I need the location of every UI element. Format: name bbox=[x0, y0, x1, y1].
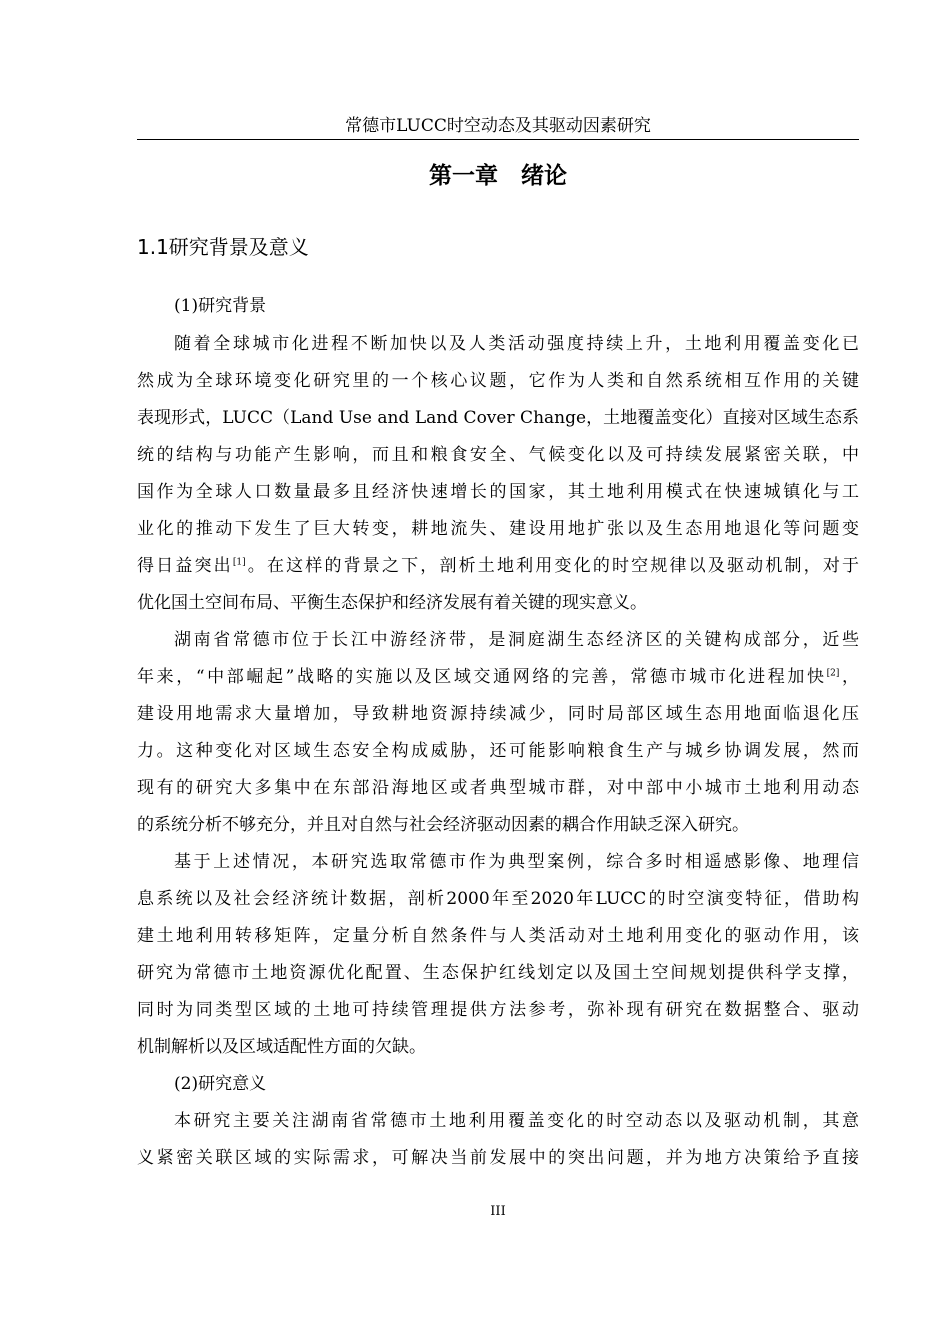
paragraph-2-line-1: 湖南省常德市位于长江中游经济带，是洞庭湖生态经济区的关键构成部分，近些 bbox=[174, 630, 859, 650]
paragraph-2-line-6: 的系统分析不够充分，并且对自然与社会经济驱动因素的耦合作用缺乏深入研究。 bbox=[137, 815, 749, 835]
paragraph-2-line-3: 建设用地需求大量增加，导致耕地资源持续减少，同时局部区域生态用地面临退化压 bbox=[137, 704, 859, 724]
paragraph-2-line-2 bbox=[137, 664, 859, 690]
subsection-label-significance: (2)研究意义 bbox=[174, 1074, 267, 1094]
paragraph-3-line-5: 同时为同类型区域的土地可持续管理提供方法参考，弥补现有研究在数据整合、驱动 bbox=[137, 1000, 859, 1020]
paragraph-2-line-2-part-b: ， bbox=[839, 667, 859, 687]
paragraph-1-line-7-part-b: 。在这样的背景之下，剖析土地利用变化的时空规律以及驱动机制，对于 bbox=[245, 556, 860, 576]
paragraph-1-line-4: 统的结构与功能产生影响，而且和粮食安全、气候变化以及可持续发展紧密关联，中 bbox=[137, 445, 859, 465]
paragraph-1-line-7 bbox=[137, 553, 859, 579]
paragraph-4-line-1: 本研究主要关注湖南省常德市土地利用覆盖变化的时空动态以及驱动机制，其意 bbox=[174, 1111, 859, 1131]
paragraph-1-line-7-part-a: 得日益突出 bbox=[137, 556, 233, 576]
paragraph-3-line-3: 建土地利用转移矩阵，定量分析自然条件与人类活动对土地利用变化的驱动作用，该 bbox=[137, 926, 859, 946]
paragraph-4-line-2: 义紧密关联区域的实际需求，可解决当前发展中的突出问题，并为地方决策给予直接 bbox=[137, 1148, 859, 1168]
page-number: III bbox=[490, 1204, 506, 1219]
paragraph-1-line-1: 随着全球城市化进程不断加快以及人类活动强度持续上升，土地利用覆盖变化已 bbox=[174, 334, 859, 354]
paragraph-1-line-6: 业化的推动下发生了巨大转变，耕地流失、建设用地扩张以及生态用地退化等问题变 bbox=[137, 519, 859, 539]
subsection-label-background: (1)研究背景 bbox=[174, 296, 267, 316]
paragraph-2-line-2-part-a: 年来，“中部崛起”战略的实施以及区域交通网络的完善，常德市城市化进程加快 bbox=[137, 667, 827, 687]
paragraph-3-line-6: 机制解析以及区域适配性方面的欠缺。 bbox=[137, 1037, 426, 1057]
paragraph-3-line-4: 研究为常德市土地资源优化配置、生态保护红线划定以及国土空间规划提供科学支撑， bbox=[137, 963, 859, 983]
running-header: 常德市LUCC时空动态及其驱动因素研究 bbox=[345, 116, 651, 136]
paragraph-1-line-3: 表现形式，LUCC（Land Use and Land Cover Change，土地覆盖变化）直接对区域生态系 bbox=[137, 408, 859, 428]
paragraph-1-line-8: 优化国土空间布局、平衡生态保护和经济发展有着关键的现实意义。 bbox=[137, 593, 647, 613]
section-heading: 1.1研究背景及意义 bbox=[137, 235, 309, 259]
paragraph-1-line-2: 然成为全球环境变化研究里的一个核心议题，它作为人类和自然系统相互作用的关键 bbox=[137, 371, 859, 391]
citation-2: [2] bbox=[826, 668, 840, 679]
paragraph-2-line-5: 现有的研究大多集中在东部沿海地区或者典型城市群，对中部中小城市土地利用动态 bbox=[137, 778, 859, 798]
paragraph-2-line-4: 力。这种变化对区域生态安全构成威胁，还可能影响粮食生产与城乡协调发展，然而 bbox=[137, 741, 859, 761]
paragraph-3-line-1: 基于上述情况，本研究选取常德市作为典型案例，综合多时相遥感影像、地理信 bbox=[174, 852, 859, 872]
header-rule bbox=[137, 139, 859, 140]
citation-1: [1] bbox=[232, 557, 246, 568]
paragraph-3-line-2: 息系统以及社会经济统计数据，剖析2000年至2020年LUCC的时空演变特征，借助构 bbox=[137, 889, 859, 909]
chapter-title: 第一章 绪论 bbox=[429, 163, 567, 189]
paragraph-1-line-5: 国作为全球人口数量最多且经济快速增长的国家，其土地利用模式在快速城镇化与工 bbox=[137, 482, 859, 502]
